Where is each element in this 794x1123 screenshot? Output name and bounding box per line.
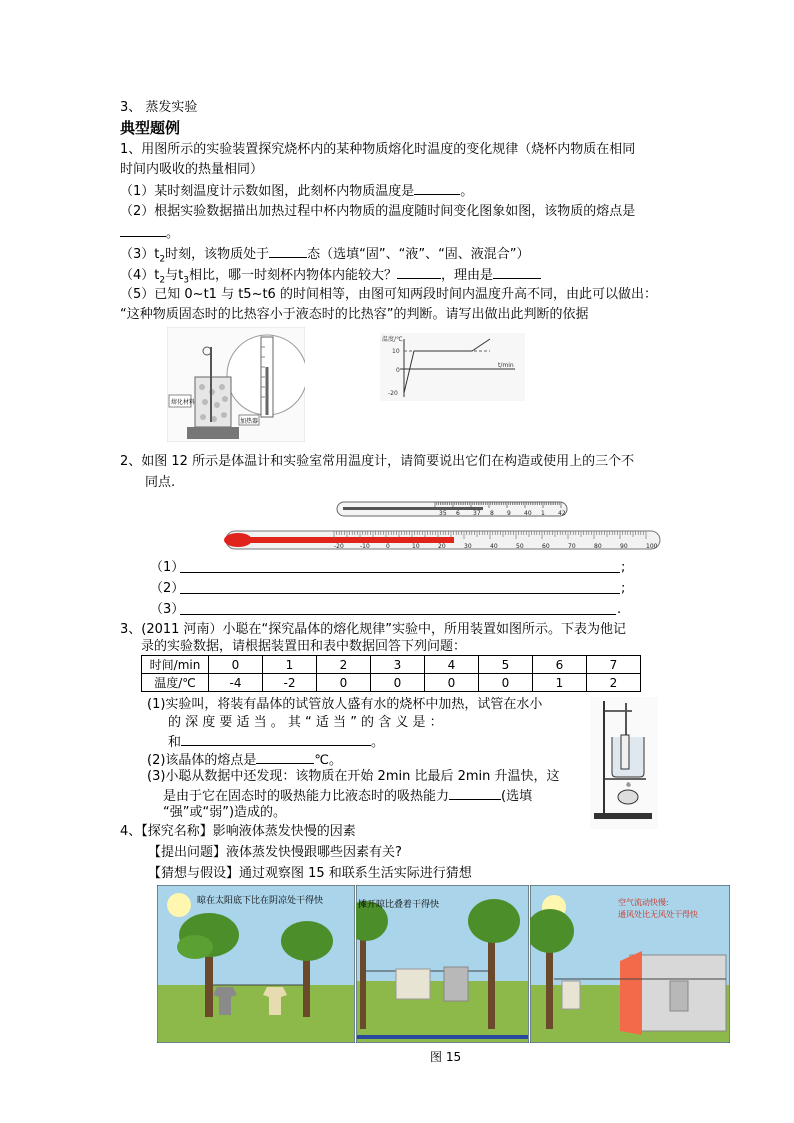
table-cell: 5 — [479, 656, 533, 674]
q2-item1-label: （1） — [150, 560, 185, 575]
q4-line1: 4、【探究名称】影响液体蒸发快慢的因素 — [120, 824, 356, 839]
q2-item3-blank[interactable] — [180, 614, 616, 615]
table-cell: 2 — [587, 674, 641, 692]
table-cell: 0 — [479, 674, 533, 692]
q2-item2-end: ; — [621, 581, 626, 596]
q3-p2: (2)该晶体的熔点是 ℃。 — [147, 749, 342, 771]
clinical-tick-label: 40 — [524, 510, 532, 517]
lab-tick-label: 100 — [646, 543, 658, 550]
q2-item2-label: （2） — [150, 581, 185, 596]
evaporation-panel-wind — [530, 885, 730, 1043]
lab-tick-label: 20 — [438, 543, 446, 550]
lab-tick-label: 80 — [594, 543, 602, 550]
table-cell: 2 — [317, 656, 371, 674]
q1-line1: 1、用图所示的实验装置探究烧杯内的某种物质熔化时温度的变化规律（烧杯内物质在相同 — [120, 142, 636, 157]
graph-y10: 10 — [392, 348, 400, 355]
table-cell: -2 — [263, 674, 317, 692]
lab-tick-label: 50 — [516, 543, 524, 550]
q3-p3-line3: “强”或“弱”)造成的。 — [163, 805, 287, 820]
q1-line2: 时间内吸收的热量相同） — [120, 162, 264, 177]
section-heading: 3、 蒸发实验 — [120, 100, 198, 115]
panel1-caption: 晾在太阳底下比在阴凉处干得快 — [197, 896, 324, 906]
q4-line3: 【猜想与假设】通过观察图 15 和联系生活实际进行猜想 — [148, 866, 472, 881]
q1-part5-line1: （5）已知 0~t1 与 t5~t6 的时间相等，由图可知两段时间内温度升高不同，由此可以做出： — [120, 287, 657, 302]
table-header-time: 时间/min — [142, 656, 209, 674]
panel3-caption1: 空气流动快慢: — [618, 898, 669, 907]
table-cell: 3 — [371, 656, 425, 674]
lab-tick-label: 10 — [412, 543, 420, 550]
apparatus-label1: 熔化材料 — [171, 399, 196, 406]
table-cell: -4 — [209, 674, 263, 692]
table-cell: 4 — [425, 656, 479, 674]
q4-line2: 【提出问题】液体蒸发快慢跟哪些因素有关? — [148, 845, 402, 860]
table-header-temp: 温度/℃ — [142, 674, 209, 692]
evaporation-panel-sun — [157, 885, 355, 1043]
clinical-thermometer — [335, 498, 571, 522]
clinical-tick-label: 1 — [541, 510, 545, 517]
apparatus-figure — [167, 327, 305, 442]
q1-part5-line2: “这种物质固态时的比热容小于液态时的比热容”的判断。请写出做出此判断的依据 — [120, 307, 589, 322]
q1-part3: $(3)t_2$时刻，该物质处于 态（选填“固”、“液”、“固、液混合”） — [120, 243, 530, 270]
q3-p3-line2: 是由于它在固态时的吸热能力比液态时的吸热能力 (选填 — [163, 785, 532, 807]
lab-thermometer — [222, 527, 666, 553]
q2-item3-label: （3） — [150, 602, 185, 617]
q1-part2: （2）根据实验数据描出加热过程中杯内物质的温度随时间变化图象如图，该物质的熔点是 — [120, 204, 636, 219]
graph-y20: -20 — [388, 390, 398, 397]
lab-tick-label: -10 — [360, 543, 370, 550]
q3-p1-line1: (1)实验叫，将装有晶体的试管放人盛有水的烧杯中加热，试管在水小 — [147, 697, 543, 712]
clinical-tick-label: 42 — [558, 510, 566, 517]
clinical-tick-label: 9 — [507, 510, 511, 517]
q2-item2-blank[interactable] — [180, 593, 620, 594]
apparatus-label2: 加热器 — [240, 418, 259, 425]
q3-line1: 3、(2011 河南）小聪在“探究晶体的熔化规律”实验中，所用装置如图所示。下表为他记 — [120, 622, 627, 637]
typical-heading: 典型题例 — [120, 119, 181, 137]
q3-p1-line2: 的 深 度 要 适 当 。 其 “ 适 当 ” 的 含 义 是 ： — [168, 715, 443, 730]
table-cell: 0 — [317, 674, 371, 692]
lab-tick-label: 90 — [620, 543, 628, 550]
table-cell: 1 — [533, 674, 587, 692]
q3-p1-line3: 和 。 — [168, 731, 384, 753]
table-cell: 0 — [425, 674, 479, 692]
q2-item1-end: ; — [621, 560, 626, 575]
q2-item3-end: . — [617, 602, 622, 617]
iron-stand-figure — [590, 697, 658, 829]
lab-tick-label: 60 — [542, 543, 550, 550]
table-row — [142, 674, 641, 692]
panel2-caption: 摊开晾比叠着干得快 — [358, 900, 440, 910]
q3-line2: 录的实验数据，请根据装置田和表中数据回答下列问题： — [141, 639, 467, 654]
clinical-tick-label: 35 — [439, 510, 447, 517]
lab-tick-label: 0 — [386, 543, 390, 550]
clinical-tick-label: 37 — [473, 510, 481, 517]
graph-y0: 0 — [396, 367, 400, 374]
table-cell: 7 — [587, 656, 641, 674]
table-cell: 0 — [209, 656, 263, 674]
q1-part1: （1）某时刻温度计示数如图，此刻杯内物质温度是 。 — [120, 180, 473, 202]
graph-ylabel: 温度/℃ — [382, 336, 403, 343]
graph-xlabel: t/min — [498, 362, 514, 369]
table-cell: 6 — [533, 656, 587, 674]
q2-item1-blank[interactable] — [180, 572, 620, 573]
q1-part4: $(4)t_2$与$t_3$相比，哪一时刻杯内物体内能较大？ ，理由是 — [120, 264, 541, 291]
figure-caption: 图 15 — [430, 1050, 462, 1064]
table-cell: 0 — [371, 674, 425, 692]
table-row — [142, 656, 641, 674]
temp-time-graph — [380, 333, 525, 401]
q1-part2-blank: 。 — [120, 222, 179, 244]
clinical-tick-label: 8 — [490, 510, 494, 517]
table-cell: 1 — [263, 656, 317, 674]
q3-data-table — [141, 655, 641, 692]
clinical-tick-label: 6 — [456, 510, 460, 517]
lab-tick-label: 70 — [568, 543, 576, 550]
q2-line1: 2、如图 12 所示是体温计和实验室常用温度计，请简要说出它们在构造或使用上的三个不 — [120, 454, 635, 469]
lab-tick-label: -20 — [334, 543, 344, 550]
q2-line2: 同点. — [145, 475, 176, 490]
panel3-caption2: 通风处比无风处干得快 — [618, 910, 698, 919]
lab-tick-label: 30 — [464, 543, 472, 550]
q3-p3-line1: (3)小聪从数据中还发现：该物质在开始 2min 比最后 2min 升温快，这 — [147, 769, 560, 784]
evaporation-panel-spread — [356, 885, 529, 1043]
lab-tick-label: 40 — [490, 543, 498, 550]
